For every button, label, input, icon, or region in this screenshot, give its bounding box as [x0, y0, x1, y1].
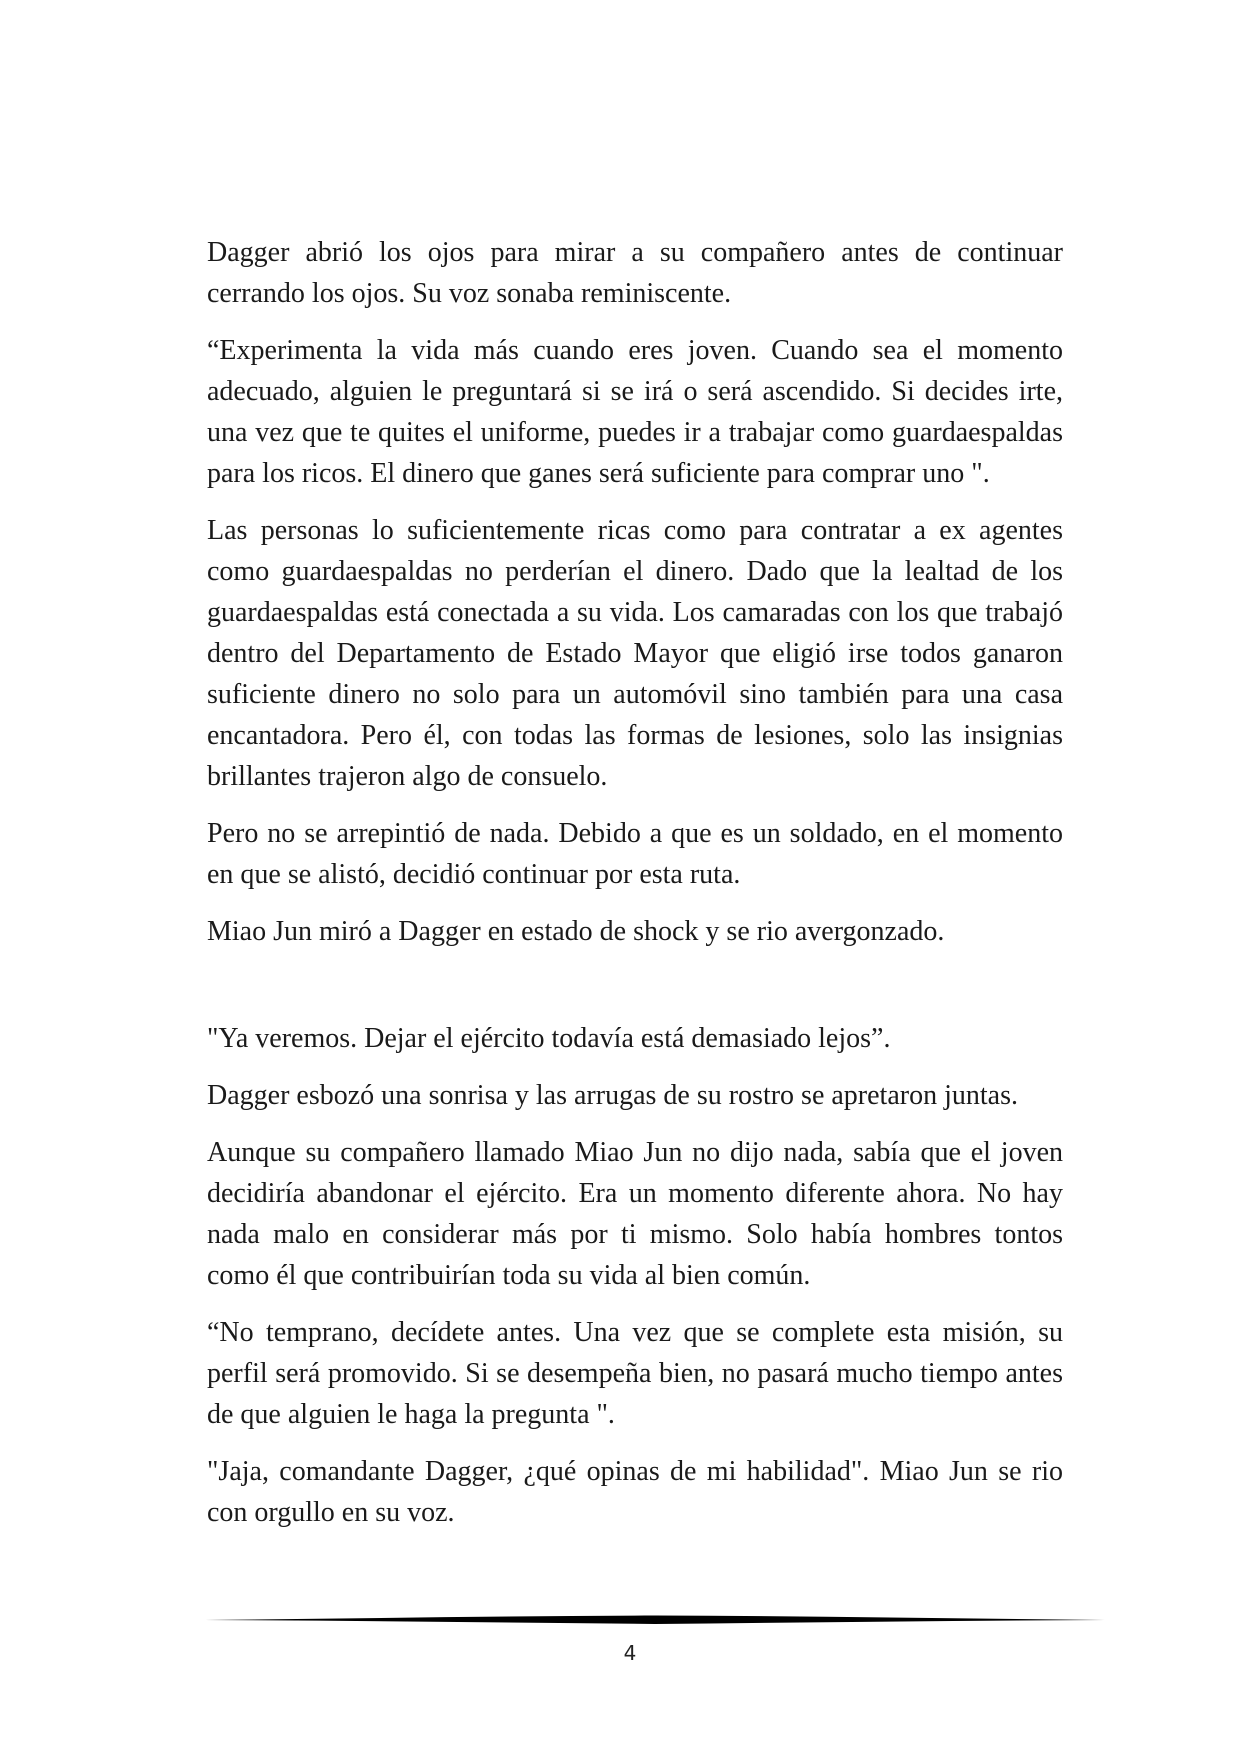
- paragraph-5: Miao Jun miró a Dagger en estado de shock y se rio avergonzado.: [207, 916, 945, 947]
- paragraph-8: Aunque su compañero llamado Miao Jun no dijo nada, sabía que el joven decidiría abandonar el ejército. Era un momento diferente ahora. No hay nada malo en considerar más por ti mismo. Solo había hombres tontos como él que contribuirían toda su vida al bien común.: [207, 1137, 1063, 1291]
- paragraph-10: "Jaja, comandante Dagger, ¿qué opinas de mi habilidad". Miao Jun se rio con orgullo en su voz.: [207, 1456, 1063, 1528]
- paragraph-7: Dagger esbozó una sonrisa y las arrugas de su rostro se apretaron juntas.: [207, 1080, 1018, 1111]
- paragraph-1: Dagger abrió los ojos para mirar a su compañero antes de continuar cerrando los ojos. Su voz sonaba reminiscente.: [207, 237, 1063, 309]
- footer-divider: [205, 1614, 1105, 1626]
- paragraph-4: Pero no se arrepintió de nada. Debido a que es un soldado, en el momento en que se alistó, decidió continuar por esta ruta.: [207, 818, 1063, 890]
- paragraph-3: Las personas lo suficientemente ricas como para contratar a ex agentes como guardaespaldas no perderían el dinero. Dado que la lealtad de los guardaespaldas está conectada a su vida. Los camaradas con los que trabajó dentro del Departamento de Estado Mayor que eligió irse todos ganaron suficiente dinero no solo para un automóvil sino también para una casa encantadora. Pero él, con todas las formas de lesiones, solo las insignias brillantes trajeron algo de consuelo.: [207, 515, 1063, 792]
- paragraph-6: "Ya veremos. Dejar el ejército todavía está demasiado lejos”.: [207, 1023, 891, 1054]
- paragraph-2: “Experimenta la vida más cuando eres joven. Cuando sea el momento adecuado, alguien le preguntará si se irá o será ascendido. Si decides irte, una vez que te quites el uniforme, puedes ir a trabajar como guardaespaldas para los ricos. El dinero que ganes será suficiente para comprar uno ".: [207, 335, 1063, 489]
- paragraph-9: “No temprano, decídete antes. Una vez que se complete esta misión, su perfil será promovido. Si se desempeña bien, no pasará mucho tiempo antes de que alguien le haga la pregunta ".: [207, 1317, 1063, 1430]
- body-text: [207, 232, 1063, 1549]
- page-number: 4: [623, 1641, 637, 1665]
